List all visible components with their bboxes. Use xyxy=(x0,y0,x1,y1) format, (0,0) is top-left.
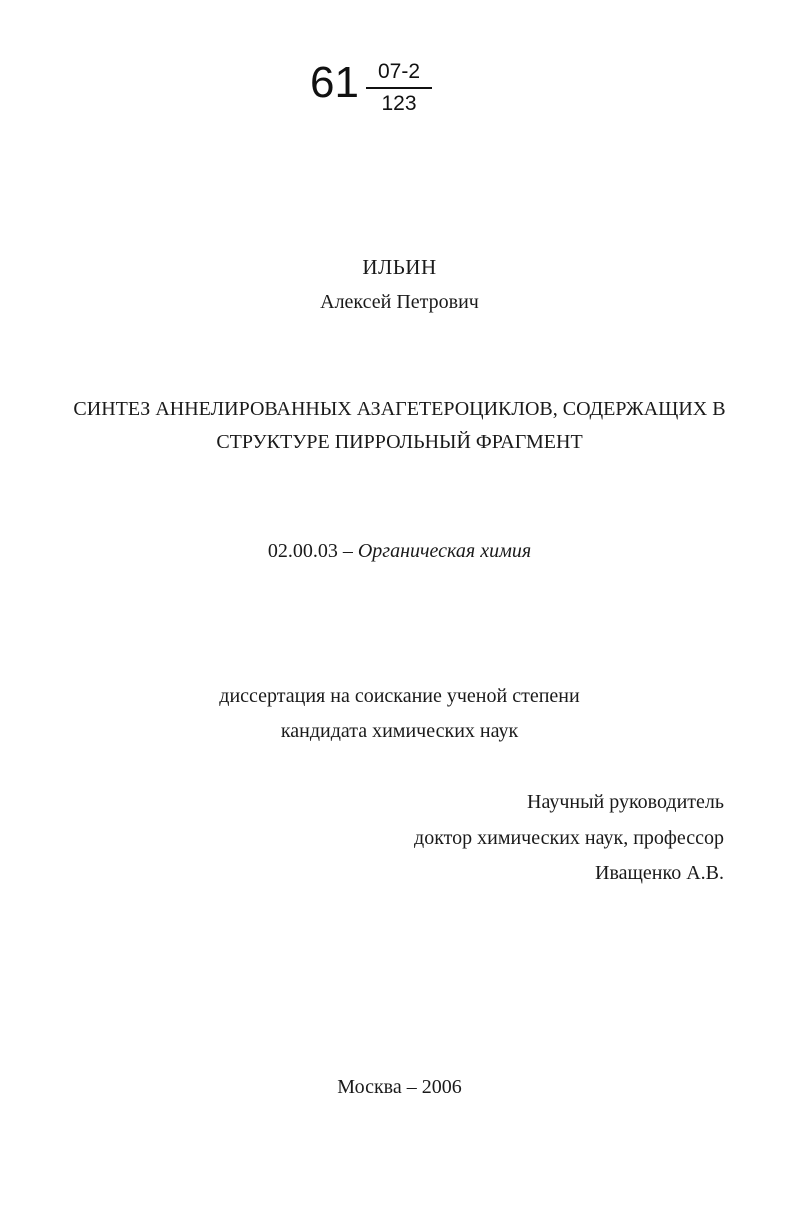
city-year: Москва – 2006 xyxy=(337,1076,462,1098)
specialty-code: 02.00.03 xyxy=(267,540,338,562)
supervisor-role: Научный руководитель xyxy=(527,791,724,813)
supervisor-name: Иващенко А.В. xyxy=(595,862,724,884)
library-code-denominator: 123 xyxy=(381,92,417,115)
specialty xyxy=(0,540,799,563)
library-code-fraction xyxy=(366,60,432,116)
thesis-title-line-2: СТРУКТУРЕ ПИРРОЛЬНЫЙ ФРАГМЕНТ xyxy=(216,431,583,453)
specialty-name: Органическая химия xyxy=(357,540,532,562)
author-surname: ИЛЬИН xyxy=(362,255,437,279)
degree-line-2: кандидата химических наук xyxy=(280,720,519,742)
library-code-numerator: 07-2 xyxy=(377,60,421,83)
library-code-number: 61 xyxy=(310,58,359,107)
degree-line-1: диссертация на соискание ученой степени xyxy=(219,685,580,707)
supervisor-rank: доктор химических наук, профессор xyxy=(414,827,724,849)
thesis-title-line-1: СИНТЕЗ АННЕЛИРОВАННЫХ АЗАГЕТЕРОЦИКЛОВ, СОДЕРЖАЩИХ В xyxy=(73,398,726,420)
fraction-bar xyxy=(366,87,432,89)
author-given-names: Алексей Петрович xyxy=(320,291,479,313)
specialty-separator: – xyxy=(337,540,358,562)
